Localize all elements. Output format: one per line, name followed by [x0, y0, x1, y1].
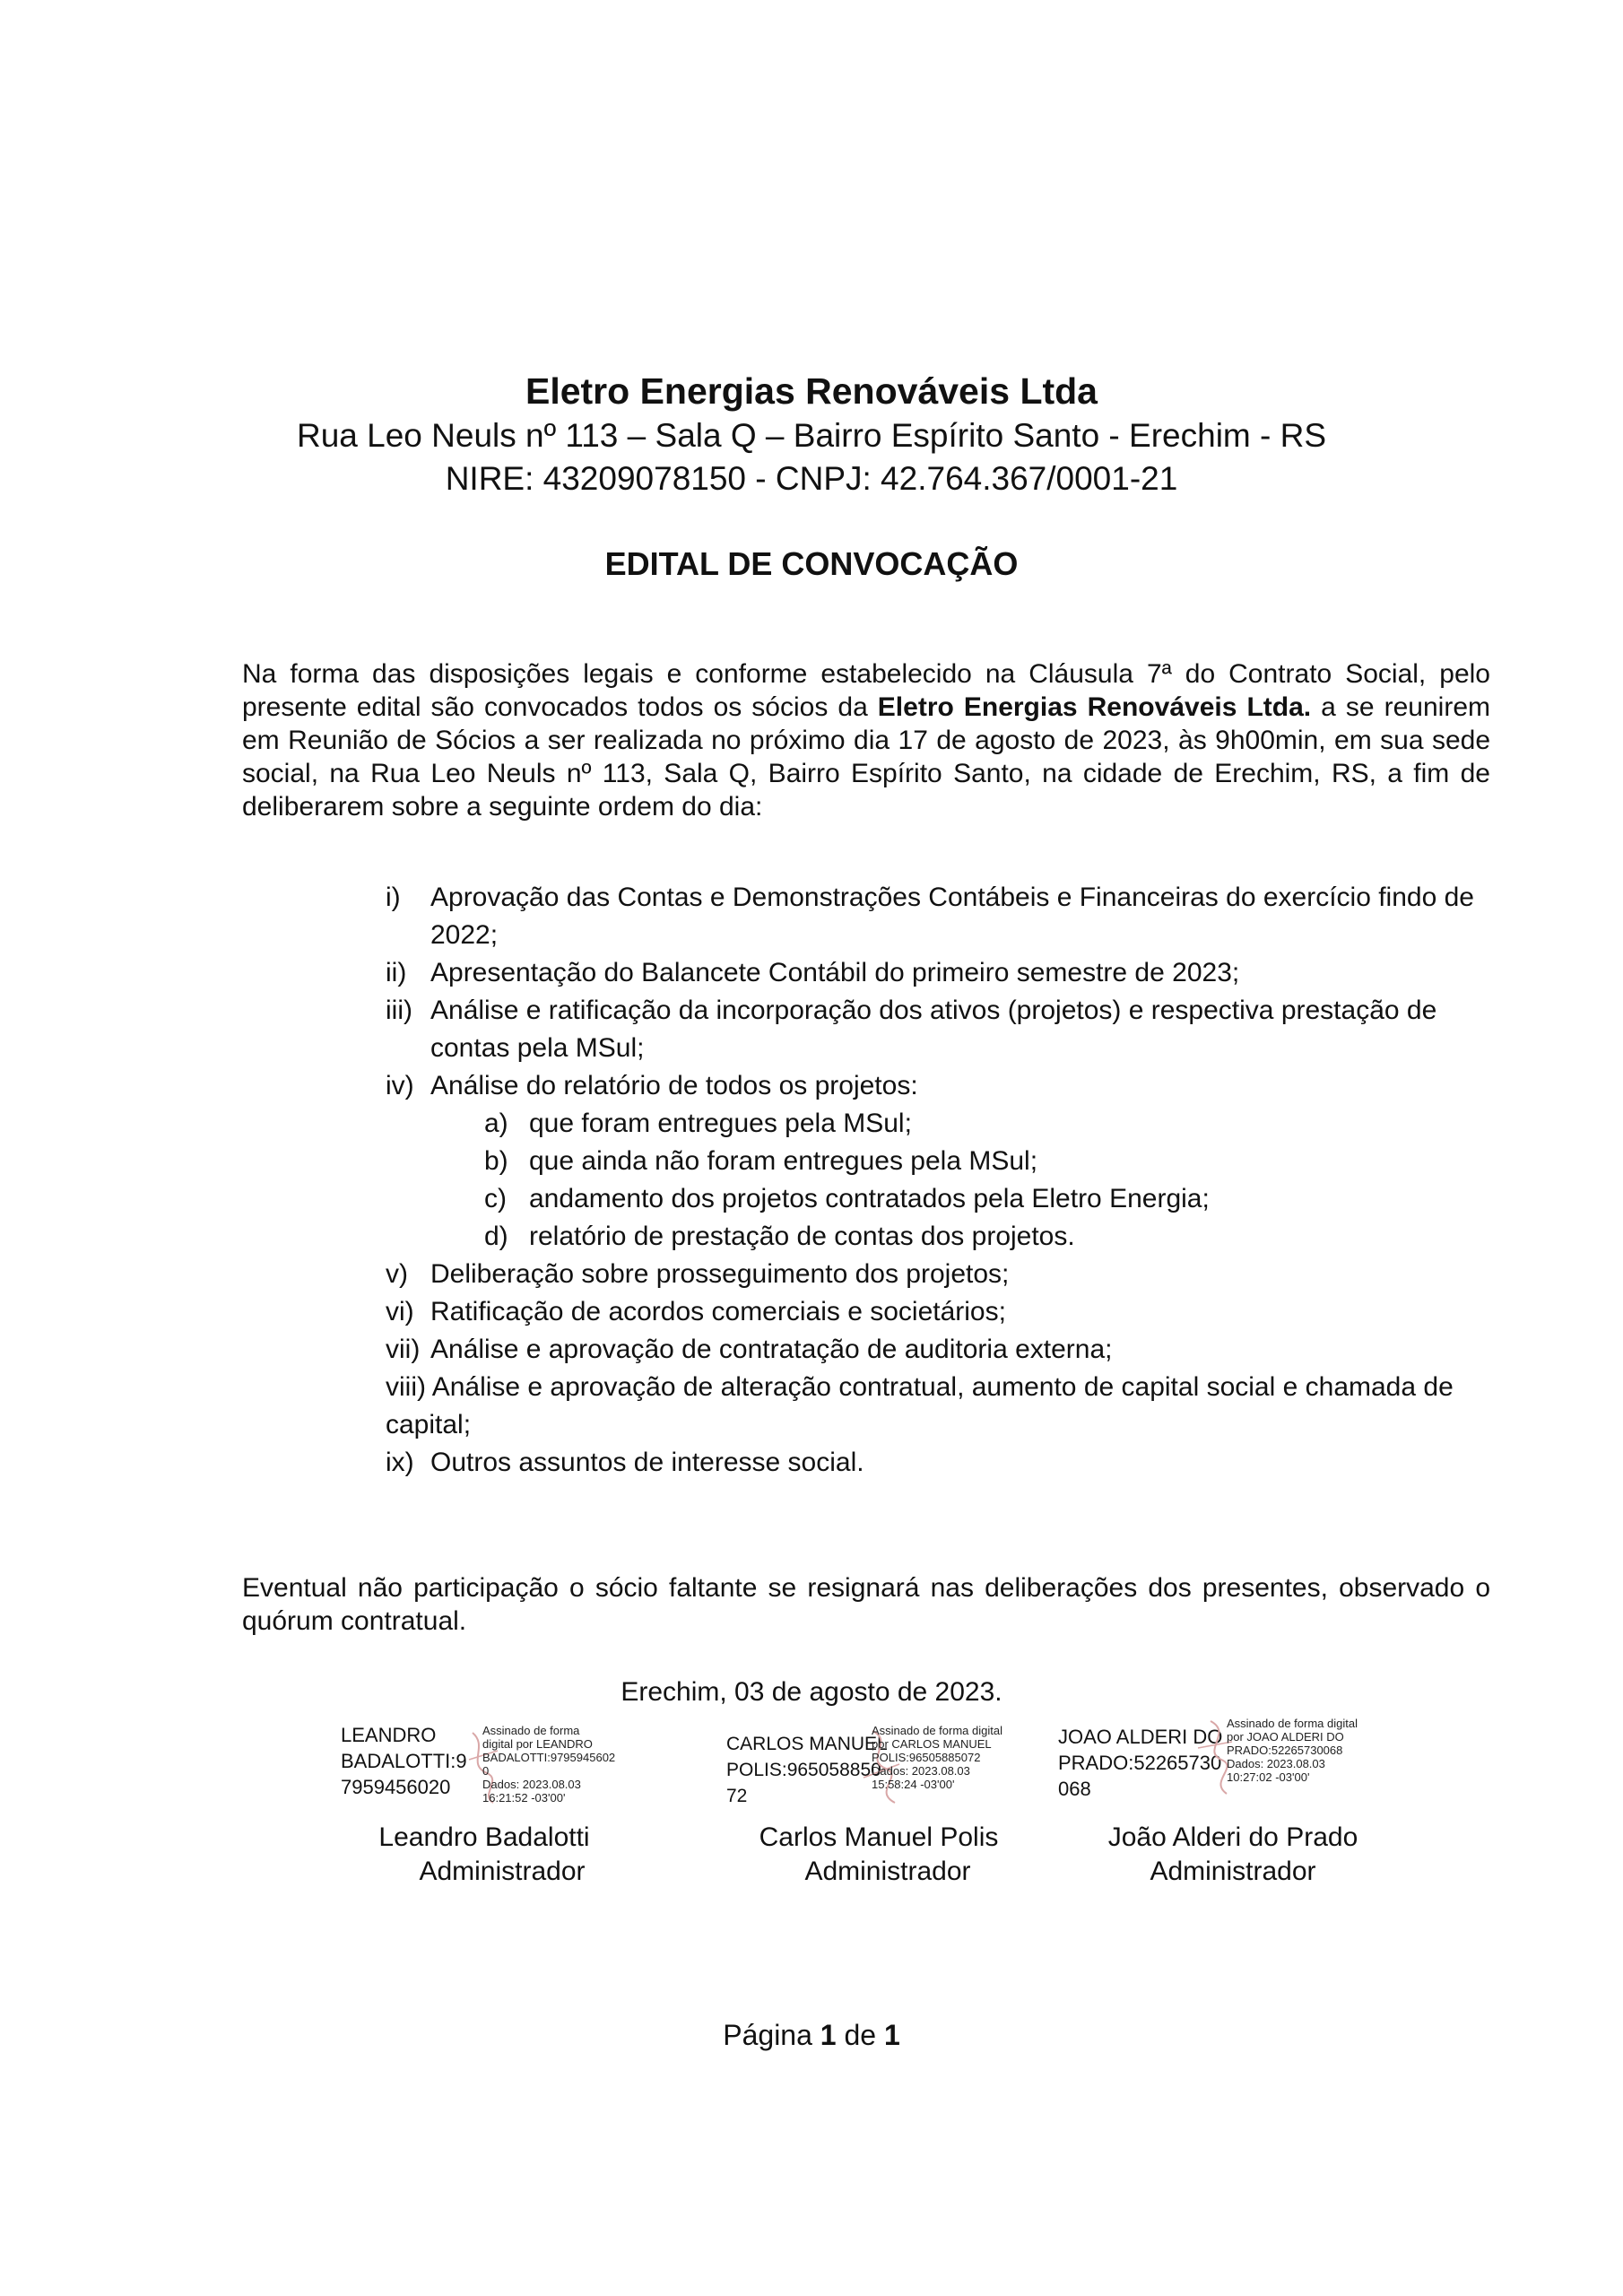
- agenda-marker: iv): [386, 1071, 414, 1100]
- stamp-line: 72: [726, 1786, 748, 1806]
- agenda-text: Aprovação das Contas e Demonstrações Contábeis e Financeiras do exercício findo de 2022;: [430, 883, 1474, 950]
- agenda-text: Apresentação do Balancete Contábil do primeiro semestre de 2023;: [430, 958, 1240, 987]
- signature-carlos: [726, 1722, 1103, 1889]
- agenda-marker: v): [386, 1259, 408, 1289]
- agenda-item: [386, 1331, 1497, 1369]
- stamp-line: PRADO:52265730: [1058, 1752, 1222, 1774]
- company-name: Eletro Energias Renováveis Ltda: [525, 370, 1098, 412]
- agenda-text: Análise e aprovação de contratação de auditoria externa;: [430, 1335, 1113, 1364]
- agenda-item: [386, 1293, 1497, 1331]
- page-current: 1: [820, 2019, 837, 2051]
- document-title: EDITAL DE CONVOCAÇÃO: [604, 545, 1019, 582]
- agenda-marker: vii): [386, 1335, 421, 1364]
- letterhead: [0, 368, 1623, 500]
- agenda-item: [386, 1256, 1497, 1293]
- agenda-marker: i): [386, 883, 401, 912]
- signature-details: [482, 1724, 615, 1805]
- stamp-line: 7959456020: [341, 1776, 451, 1798]
- detail-line: Assinado de forma digital: [1227, 1717, 1358, 1730]
- agenda-item: [386, 1444, 1497, 1482]
- digital-signature-stamp: [341, 1722, 717, 1821]
- agenda-item: [386, 1067, 1497, 1105]
- agenda-marker: viii): [386, 1372, 426, 1402]
- detail-line: 15:58:24 -03'00': [872, 1778, 955, 1791]
- agenda-subitem: [484, 1105, 1497, 1143]
- detail-line: Dados: 2023.08.03: [1227, 1757, 1325, 1770]
- detail-line: Assinado de forma: [482, 1724, 580, 1737]
- page-number: [0, 2016, 1623, 2054]
- page-total: 1: [883, 2019, 900, 2051]
- place-date-line: Erechim, 03 de agosto de 2023.: [621, 1677, 1002, 1707]
- signature-details: [872, 1724, 1002, 1791]
- agenda-subitem: [484, 1180, 1497, 1218]
- stamp-line: BADALOTTI:9: [341, 1750, 467, 1772]
- agenda-text: Análise e ratificação da incorporação dos ativos (projetos) e respectiva prestação de contas pela MSul;: [430, 996, 1437, 1063]
- agenda-marker: ii): [386, 958, 407, 987]
- agenda-item: [386, 954, 1497, 992]
- intro-text-2: a se reunirem em Reunião de Sócios a ser realizada no próximo dia 17 de agosto de 2023, às 9h00min, em sua sede social, na Rua Leo Neuls nº 113, Sala Q, Bairro Espírito Santo, na cidade de Erechim, RS, a fim de deliberarem sobre a seguinte ordem do dia:: [242, 692, 1490, 822]
- signature-stamp-name: [341, 1722, 467, 1800]
- page-prefix: Página: [723, 2019, 820, 2051]
- digital-signature-stamp: [726, 1722, 1103, 1821]
- company-registry: NIRE: 43209078150 - CNPJ: 42.764.367/0001-21: [445, 460, 1178, 497]
- agenda-list: [386, 879, 1497, 1482]
- subitem-marker: a): [484, 1109, 508, 1138]
- agenda-marker: ix): [386, 1448, 414, 1477]
- signer-name: Leandro Badalotti: [378, 1822, 590, 1852]
- agenda-text: Análise e aprovação de alteração contratual, aumento de capital social e chamada de capital;: [386, 1372, 1454, 1439]
- signer-name: Carlos Manuel Polis: [759, 1822, 999, 1852]
- subitem-marker: d): [484, 1222, 508, 1251]
- subitem-text: que ainda não foram entregues pela MSul;: [529, 1146, 1038, 1176]
- agenda-item: [386, 1369, 1497, 1444]
- closing-paragraph: Eventual não participação o sócio faltante se resignará nas deliberações dos presentes, observado o quórum contratual.: [242, 1573, 1490, 1636]
- subitem-marker: c): [484, 1184, 507, 1213]
- agenda-item: [386, 992, 1497, 1067]
- subitem-text: andamento dos projetos contratados pela Eletro Energia;: [529, 1184, 1210, 1213]
- stamp-line: POLIS:965058850: [726, 1760, 881, 1780]
- detail-line: 10:27:02 -03'00': [1227, 1770, 1310, 1784]
- agenda-text: Ratificação de acordos comerciais e societários;: [430, 1297, 1006, 1326]
- detail-line: Assinado de forma digital: [872, 1724, 1002, 1737]
- agenda-subitem: [484, 1218, 1497, 1256]
- digital-signature-stamp: [1058, 1717, 1435, 1821]
- detail-line: por JOAO ALDERI DO: [1227, 1730, 1344, 1744]
- detail-line: digital por LEANDRO: [482, 1737, 593, 1751]
- intro-paragraph: [242, 657, 1490, 823]
- signer-role: Administrador: [1150, 1857, 1316, 1886]
- detail-line: 0: [482, 1764, 490, 1778]
- signature-joao: [1058, 1717, 1435, 1889]
- agenda-marker: vi): [386, 1297, 414, 1326]
- page-middle: de: [836, 2019, 884, 2051]
- detail-line: Dados: 2023.08.03: [872, 1764, 970, 1778]
- subitem-marker: b): [484, 1146, 508, 1176]
- intro-company-bold: Eletro Energias Renováveis Ltda.: [877, 692, 1312, 722]
- agenda-subitem: [484, 1143, 1497, 1180]
- stamp-line: CARLOS MANUEL: [726, 1734, 888, 1754]
- signer-role: Administrador: [419, 1857, 586, 1886]
- stamp-line: JOAO ALDERI DO: [1058, 1726, 1223, 1748]
- intro-text-1: Na forma das disposições legais e conforme estabelecido na Cláusula 7ª do Contrato Social, pelo presente edital são convocados todos os sócios da: [242, 659, 1490, 722]
- agenda-text: Outros assuntos de interesse social.: [430, 1448, 864, 1477]
- stamp-line: LEANDRO: [341, 1724, 437, 1746]
- signer-name: João Alderi do Prado: [1107, 1822, 1358, 1852]
- agenda-text: Deliberação sobre prosseguimento dos projetos;: [430, 1259, 1010, 1289]
- agenda-text: Análise do relatório de todos os projetos:: [430, 1071, 918, 1100]
- company-address: Rua Leo Neuls nº 113 – Sala Q – Bairro Espírito Santo - Erechim - RS: [296, 417, 1327, 454]
- signer-role: Administrador: [804, 1857, 971, 1886]
- signature-leandro: [341, 1722, 717, 1889]
- detail-line: por CARLOS MANUEL: [872, 1737, 992, 1751]
- detail-line: POLIS:96505885072: [872, 1751, 981, 1764]
- agenda-sublist: [386, 1105, 1497, 1256]
- detail-line: Dados: 2023.08.03: [482, 1778, 581, 1791]
- agenda-marker: iii): [386, 996, 412, 1025]
- subitem-text: relatório de prestação de contas dos projetos.: [529, 1222, 1075, 1251]
- detail-line: PRADO:52265730068: [1227, 1744, 1343, 1757]
- detail-line: 16:21:52 -03'00': [482, 1791, 566, 1805]
- agenda-item: [386, 879, 1497, 954]
- subitem-text: que foram entregues pela MSul;: [529, 1109, 912, 1138]
- signature-details: [1227, 1717, 1358, 1784]
- detail-line: BADALOTTI:9795945602: [482, 1751, 616, 1764]
- stamp-line: 068: [1058, 1778, 1091, 1800]
